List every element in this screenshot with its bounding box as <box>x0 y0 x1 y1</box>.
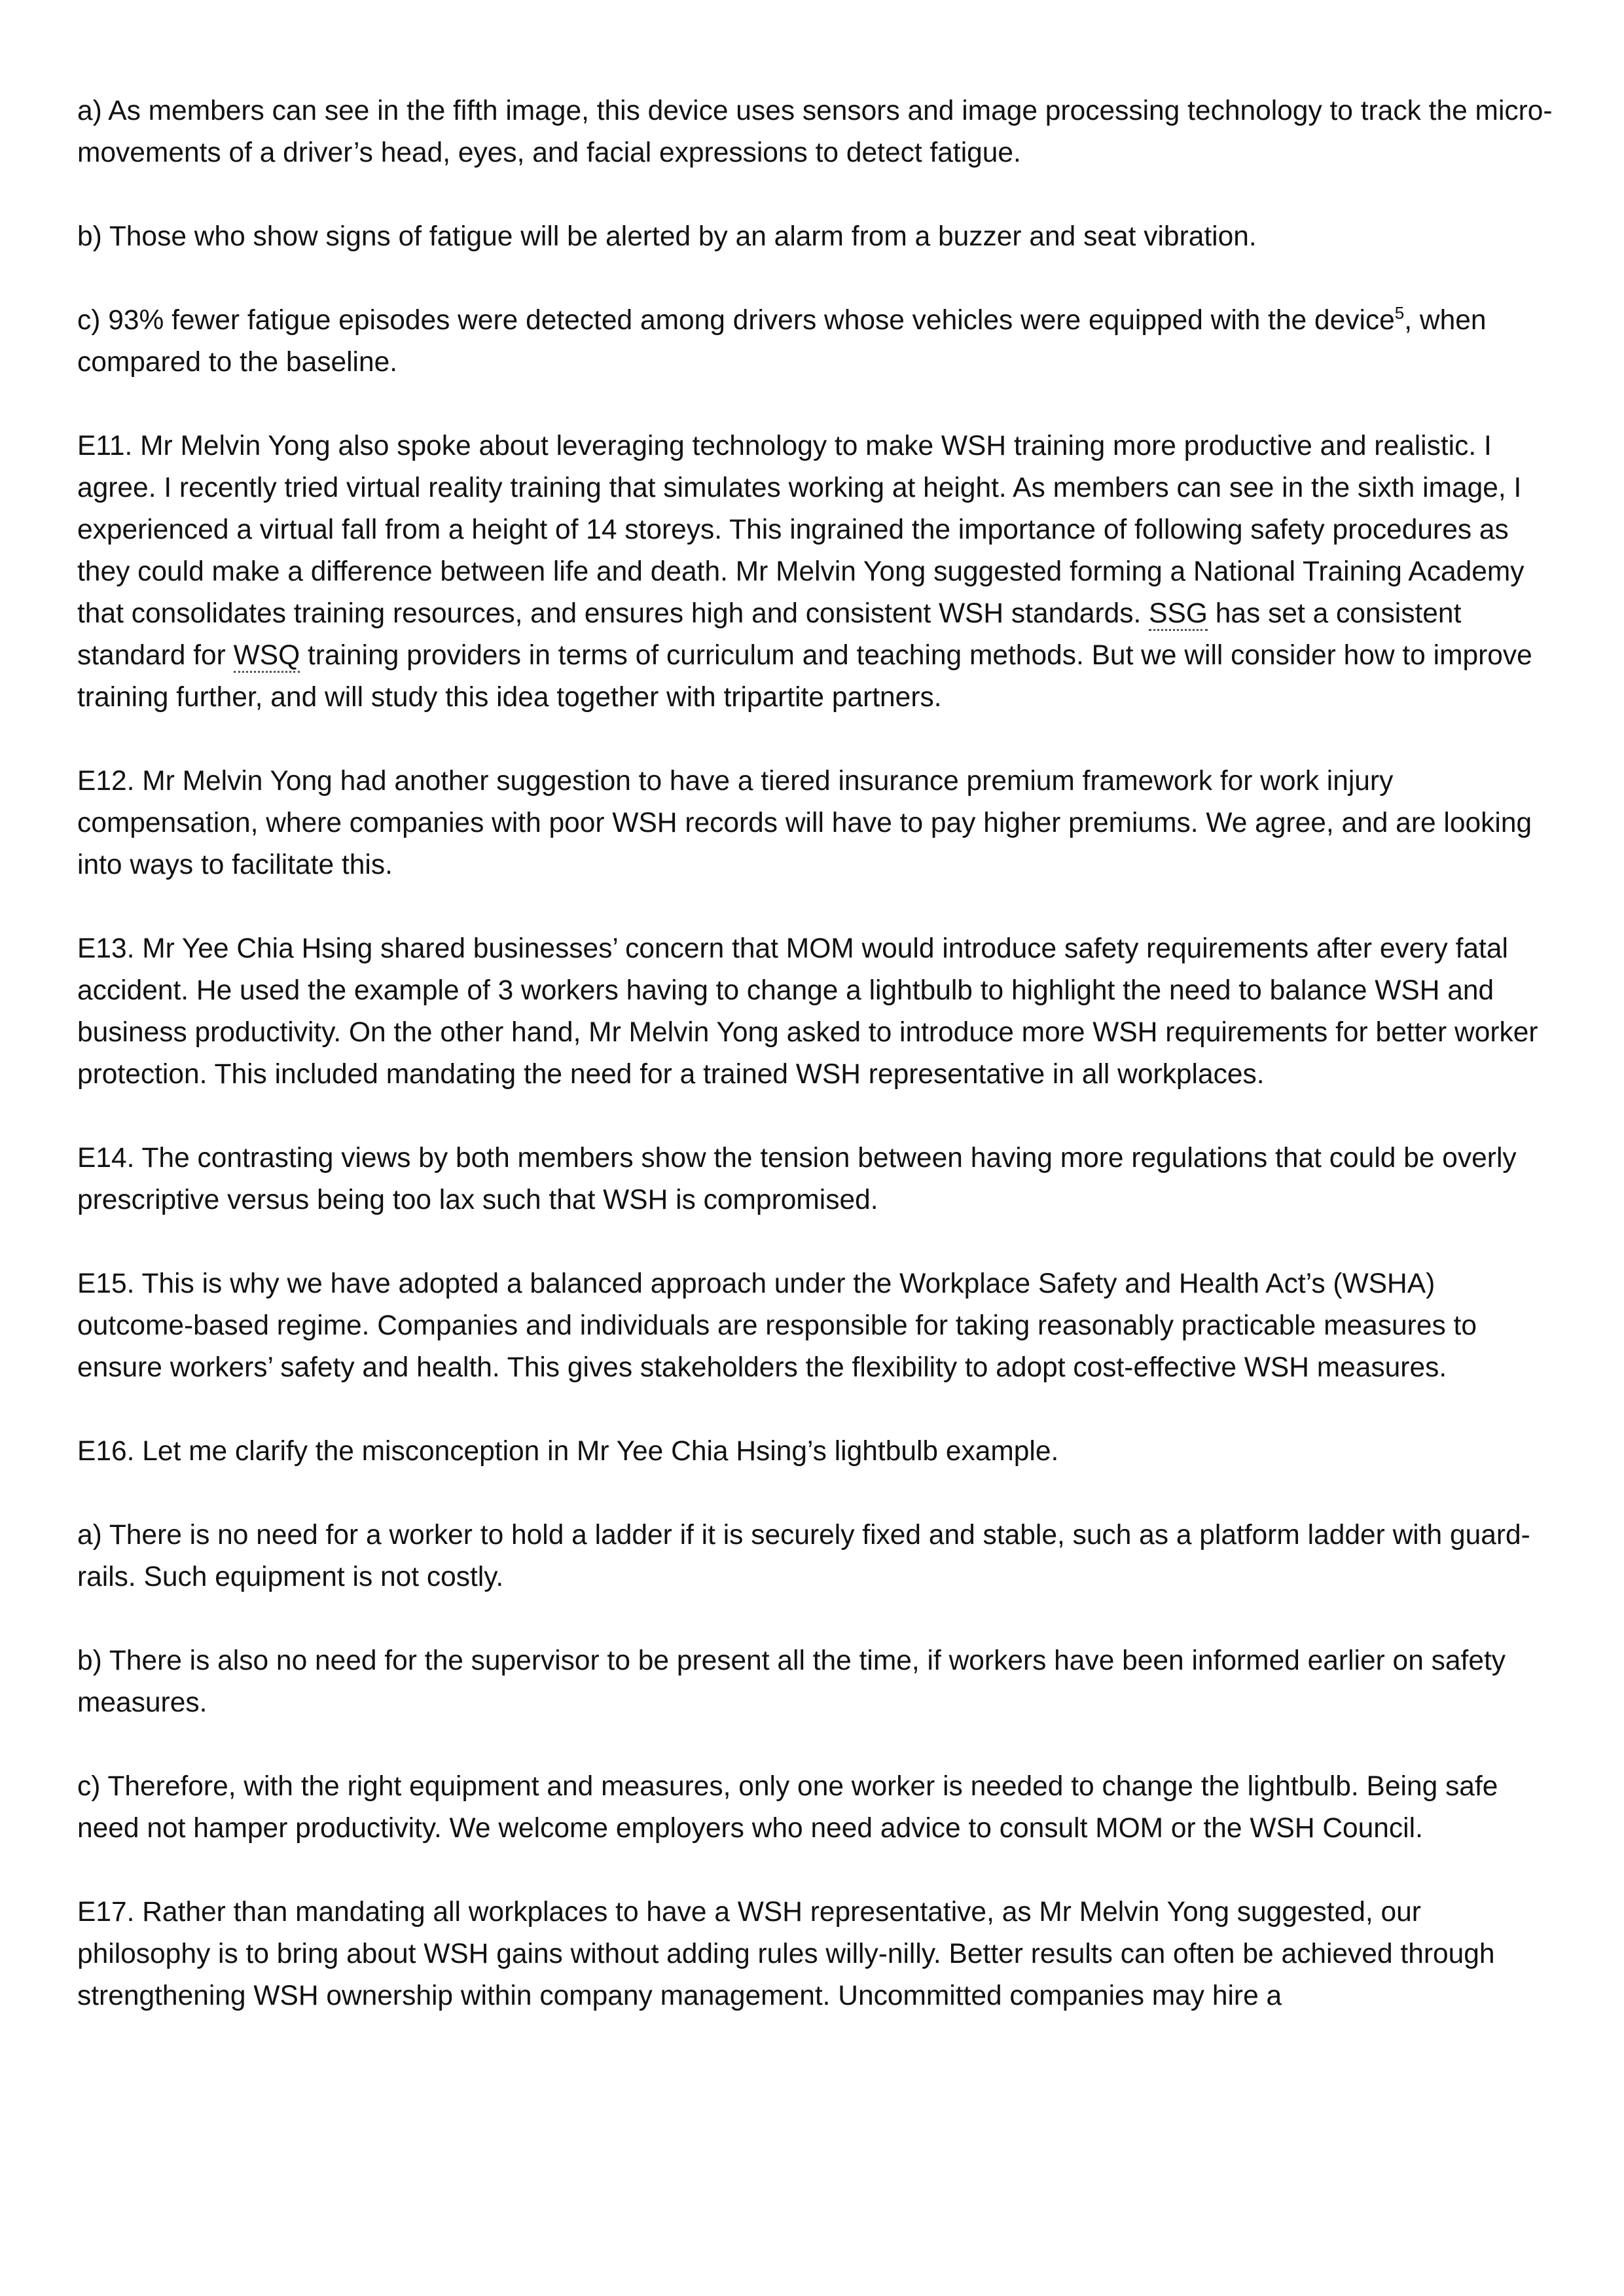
paragraph-e16: E16. Let me clarify the misconception in Mr Yee Chia Hsing’s lightbulb example. <box>77 1436 1059 1467</box>
paragraph-c-text-end: , when compared to the baseline. <box>77 305 1487 378</box>
paragraph-b-fatigue-alert: b) Those who show signs of fatigue will be alerted by an alarm from a buzzer and seat vibration. <box>77 221 1257 252</box>
paragraph-e11-text-3: training providers in terms of curriculum and teaching methods. But we will consider how to improve training further, and will study this idea together with tripartite partners. <box>77 640 1532 713</box>
paragraph-e15: E15. This is why we have adopted a balanced approach under the Workplace Safety and Health Act’s (WSHA) outcome-based regime. Companies and individuals are responsible for taking reasonably practicable measures to ensure workers’ safety and health. This gives stakeholders the flexibility to adopt cost-effective WSH measures. <box>77 1268 1477 1383</box>
paragraph-e11-text-2: has set a consistent standard for <box>77 598 1462 671</box>
abbreviation-wsq[interactable]: WSQ <box>234 640 300 673</box>
paragraph-c-fatigue-reduction <box>77 300 1557 384</box>
paragraph-e16-b: b) There is also no need for the supervisor to be present all the time, if workers have been informed earlier on safety measures. <box>77 1645 1506 1718</box>
footnote-marker: 5 <box>1394 303 1405 323</box>
paragraph-a-fatigue-device: a) As members can see in the fifth image, this device uses sensors and image processing technology to track the micro-movements of a driver’s head, eyes, and facial expressions to detect fatigue. <box>77 96 1553 168</box>
paragraph-e11 <box>77 425 1557 719</box>
paragraph-e14: E14. The contrasting views by both members show the tension between having more regulations that could be overly prescriptive versus being too lax such that WSH is compromised. <box>77 1143 1517 1215</box>
paragraph-e13: E13. Mr Yee Chia Hsing shared businesses’ concern that MOM would introduce safety requirements after every fatal accident. He used the example of 3 workers having to change a lightbulb to highlight the need to balance WSH and business productivity. On the other hand, Mr Melvin Yong asked to introduce more WSH requirements for better worker protection. This included mandating the need for a trained WSH representative in all workplaces. <box>77 933 1538 1090</box>
paragraph-e16-a: a) There is no need for a worker to hold a ladder if it is securely fixed and stable, such as a platform ladder with guard-rails. Such equipment is not costly. <box>77 1520 1530 1592</box>
paragraph-e16-c: c) Therefore, with the right equipment and measures, only one worker is needed to change the lightbulb. Being safe need not hamper productivity. We welcome employers who need advice to consult MOM or the WSH Council. <box>77 1771 1498 1844</box>
paragraph-e12: E12. Mr Melvin Yong had another suggestion to have a tiered insurance premium framework for work injury compensation, where companies with poor WSH records will have to pay higher premiums. We agree, and are looking into ways to facilitate this. <box>77 766 1532 880</box>
paragraph-e17: E17. Rather than mandating all workplaces to have a WSH representative, as Mr Melvin Yong suggested, our philosophy is to bring about WSH gains without adding rules willy-nilly. Better results can often be achieved through strengthening WSH ownership within company management. Uncommitted companies may hire a <box>77 1897 1495 2011</box>
abbreviation-ssg[interactable]: SSG <box>1149 598 1208 631</box>
paragraph-e11-text-1: E11. Mr Melvin Yong also spoke about leveraging technology to make WSH training more productive and realistic. I agree. I recently tried virtual reality training that simulates working at height. As members can see in the sixth image, I experienced a virtual fall from a height of 14 storeys. This ingrained the importance of following safety procedures as they could make a difference between life and death. Mr Melvin Yong suggested forming a National Training Academy that consolidates training resources, and ensures high and consistent WSH standards. <box>77 431 1525 629</box>
document-page <box>77 90 1557 2017</box>
paragraph-c-text-start: c) 93% fewer fatigue episodes were detected among drivers whose vehicles were equipped with the device <box>77 305 1395 336</box>
